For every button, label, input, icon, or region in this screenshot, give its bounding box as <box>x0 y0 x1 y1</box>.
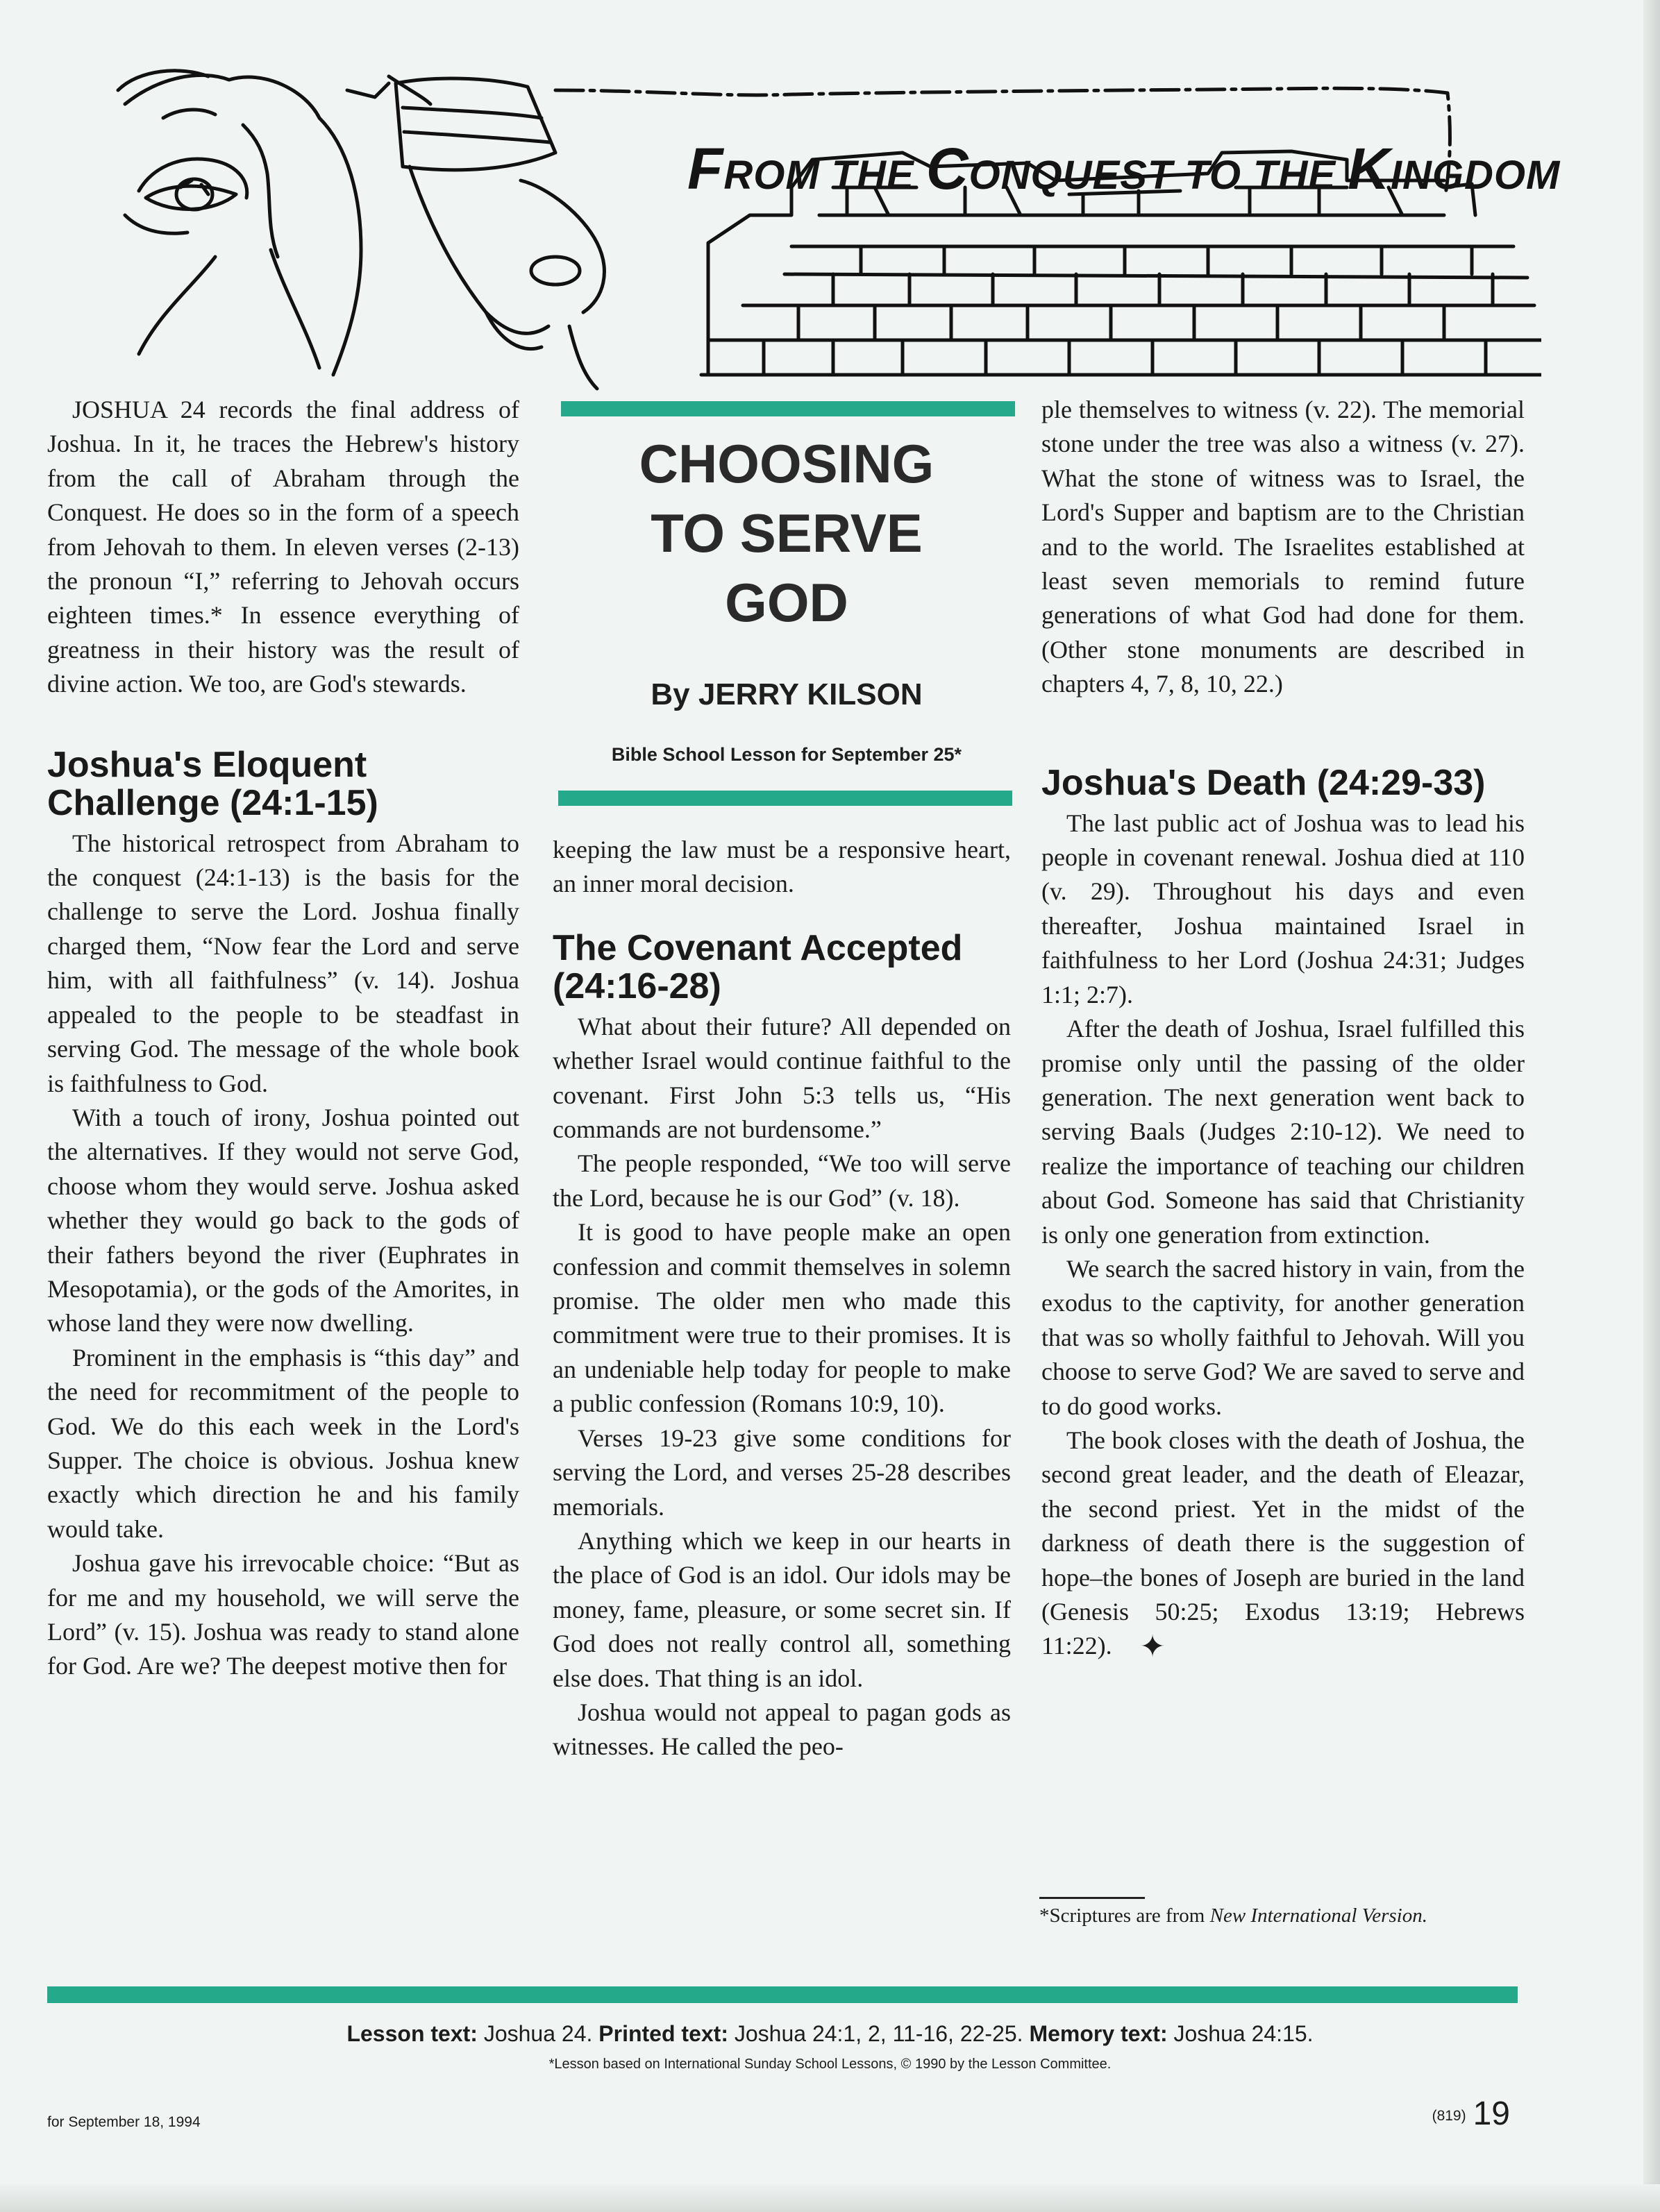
body-paragraph: The people responded, “We too will serve the Lord, because he is our God” (v. 18). <box>553 1149 1011 1212</box>
series-title-part: FROM THE <box>687 136 926 201</box>
body-paragraph: With a touch of irony, Joshua pointed out the alternatives. If they would not serve God, choose whom they would serve. Joshua asked whether they would go back to the gods of their fathers beyond the river (Euphrates in Mesopotamia), or the gods of the Amorites, in whose land they were now dwelling. <box>47 1103 519 1337</box>
footnote: *Scriptures are from New International Version. <box>1039 1905 1427 1927</box>
column-right <box>1041 393 1525 1664</box>
body-paragraph: Anything which we keep in our hearts in the place of God is an idol. Our idols may be money, fame, pleasure, or some secret sin. If God does not really control all, something else does. That thing is an idol. <box>553 1526 1011 1692</box>
end-mark-icon: ✦ <box>1139 1630 1166 1664</box>
body-paragraph: Joshua would not appeal to pagan gods as witnesses. He called the peo- <box>553 1698 1011 1761</box>
paper-bottom-shadow <box>0 2184 1660 2212</box>
continued-paragraph: ple themselves to witness (v. 22). The memorial stone under the tree was also a witness (v. 27). What the stone of witness was to Israel, the Lord's Supper and baptism are to the Christian and to the world. The Israelites established at least seven memorials to remind future generations of what God had done for them. (Other stone monuments are described in chapters 4, 7, 8, 10, 22.) <box>1041 396 1525 698</box>
body-paragraph: The book closes with the death of Joshua, the second great leader, and the death of Eleazar, the second priest. Yet in the midst of the darkness of death there is the suggestion of hope–the bones of Joseph are buried in the land (Genesis 50:25; Exodus 13:19; Hebrews 11:22). ✦ <box>1041 1426 1525 1664</box>
lesson-title: CHOOSING TO SERVE GOD <box>639 433 934 633</box>
section-heading: The Covenant Accepted (24:16-28) <box>553 927 963 1006</box>
header-illustration <box>97 49 1541 396</box>
body-paragraph: Prominent in the emphasis is “this day” and the need for recommitment of the people to God. We do this each week in the Lord's Supper. The choice is obvious. Joshua knew exactly which direction he and his family would take. <box>47 1343 519 1543</box>
section-heading: Joshua's Eloquent Challenge (24:1-15) <box>47 744 378 823</box>
accent-bar-top <box>561 401 1015 416</box>
helmet-figure-icon <box>347 76 604 389</box>
face-sketch-icon <box>118 71 361 375</box>
series-title <box>687 135 1561 203</box>
column-left <box>47 393 519 1684</box>
body-paragraph: It is good to have people make an open confession and commit themselves in solemn promise. The older men who made this commitment were true to their promises. It is an undeniable help today for people to make a public confession (Romans 10:9, 10). <box>553 1218 1011 1418</box>
accent-bar-bottom <box>558 791 1012 806</box>
column-middle <box>553 833 1011 1764</box>
body-paragraph: We search the sacred history in vain, from the exodus to the captivity, for another generation that was so wholly faithful to Jehovah. Will you choose to serve God? We are saved to serve and to do good works. <box>1041 1254 1525 1420</box>
series-title-part: CONQUEST TO THE <box>925 136 1348 201</box>
issue-date: for September 18, 1994 <box>47 2114 201 2130</box>
lesson-title-block <box>561 429 1012 766</box>
paper-edge <box>1643 0 1660 2212</box>
body-paragraph: What about their future? All depended on whether Israel would continue faithful to the covenant. First John 5:3 tells us, “His commands are not burdensome.” <box>553 1012 1011 1144</box>
footnote-rule <box>1039 1897 1145 1899</box>
page-number: (819) 19 <box>1432 2095 1510 2132</box>
series-title-part: KINGDOM <box>1348 136 1561 201</box>
body-paragraph: The historical retrospect from Abraham to the conquest (24:1-13) is the basis for the challenge to serve the Lord. Joshua finally charged them, “Now fear the Lord and serve him, with all faithfulness” (v. 14). Joshua appealed to the people to be steadfast in serving God. The message of the whole book is faithfulness to God. <box>47 829 519 1097</box>
body-paragraph: Joshua gave his irrevocable choice: “But as for me and my household, we will serve the Lord” (v. 15). Joshua was ready to stand alone for God. Are we? The deepest motive then for <box>47 1549 519 1680</box>
body-paragraph: The last public act of Joshua was to lead his people in covenant renewal. Joshua died at 110 (v. 29). Throughout his days and even thereafter, Joshua maintained Israel in faithfulness to her Lord (Joshua 24:31; Judges 1:1; 2:7). <box>1041 809 1525 1008</box>
lesson-date: Bible School Lesson for September 25* <box>611 744 962 765</box>
accent-bar-footer <box>47 1986 1518 2003</box>
intro-paragraph: JOSHUA 24 records the final address of Joshua. In it, he traces the Hebrew's history from the call of Abraham through the Conquest. He does so in the form of a speech from Jehovah to them. In eleven verses (2-13) the pronoun “I,” referring to Jehovah occurs eighteen times.* In essence everything of greatness in their history was the result of divine action. We too, are God's stewards. <box>47 396 519 698</box>
body-paragraph: After the death of Joshua, Israel fulfilled this promise only until the passing of the older generation. The next generation went back to serving Baals (Judges 2:10-12). We need to realize the importance of teaching our children about God. Someone has said that Christianity is only one generation from extinction. <box>1041 1015 1525 1249</box>
byline: By JERRY KILSON <box>651 677 923 711</box>
section-heading: Joshua's Death (24:29-33) <box>1041 762 1486 803</box>
copyright-note: *Lesson based on International Sunday School Lessons, © 1990 by the Lesson Committee. <box>548 2057 1112 2072</box>
lesson-references: Lesson text: Joshua 24. Printed text: Joshua 24:1, 2, 11-16, 22-25. Memory text: Joshua 24:15. <box>346 2021 1314 2046</box>
continued-paragraph: keeping the law must be a responsive heart, an inner moral decision. <box>553 836 1011 898</box>
body-paragraph: Verses 19-23 give some conditions for serving the Lord, and verses 25-28 describes memorials. <box>553 1424 1011 1521</box>
